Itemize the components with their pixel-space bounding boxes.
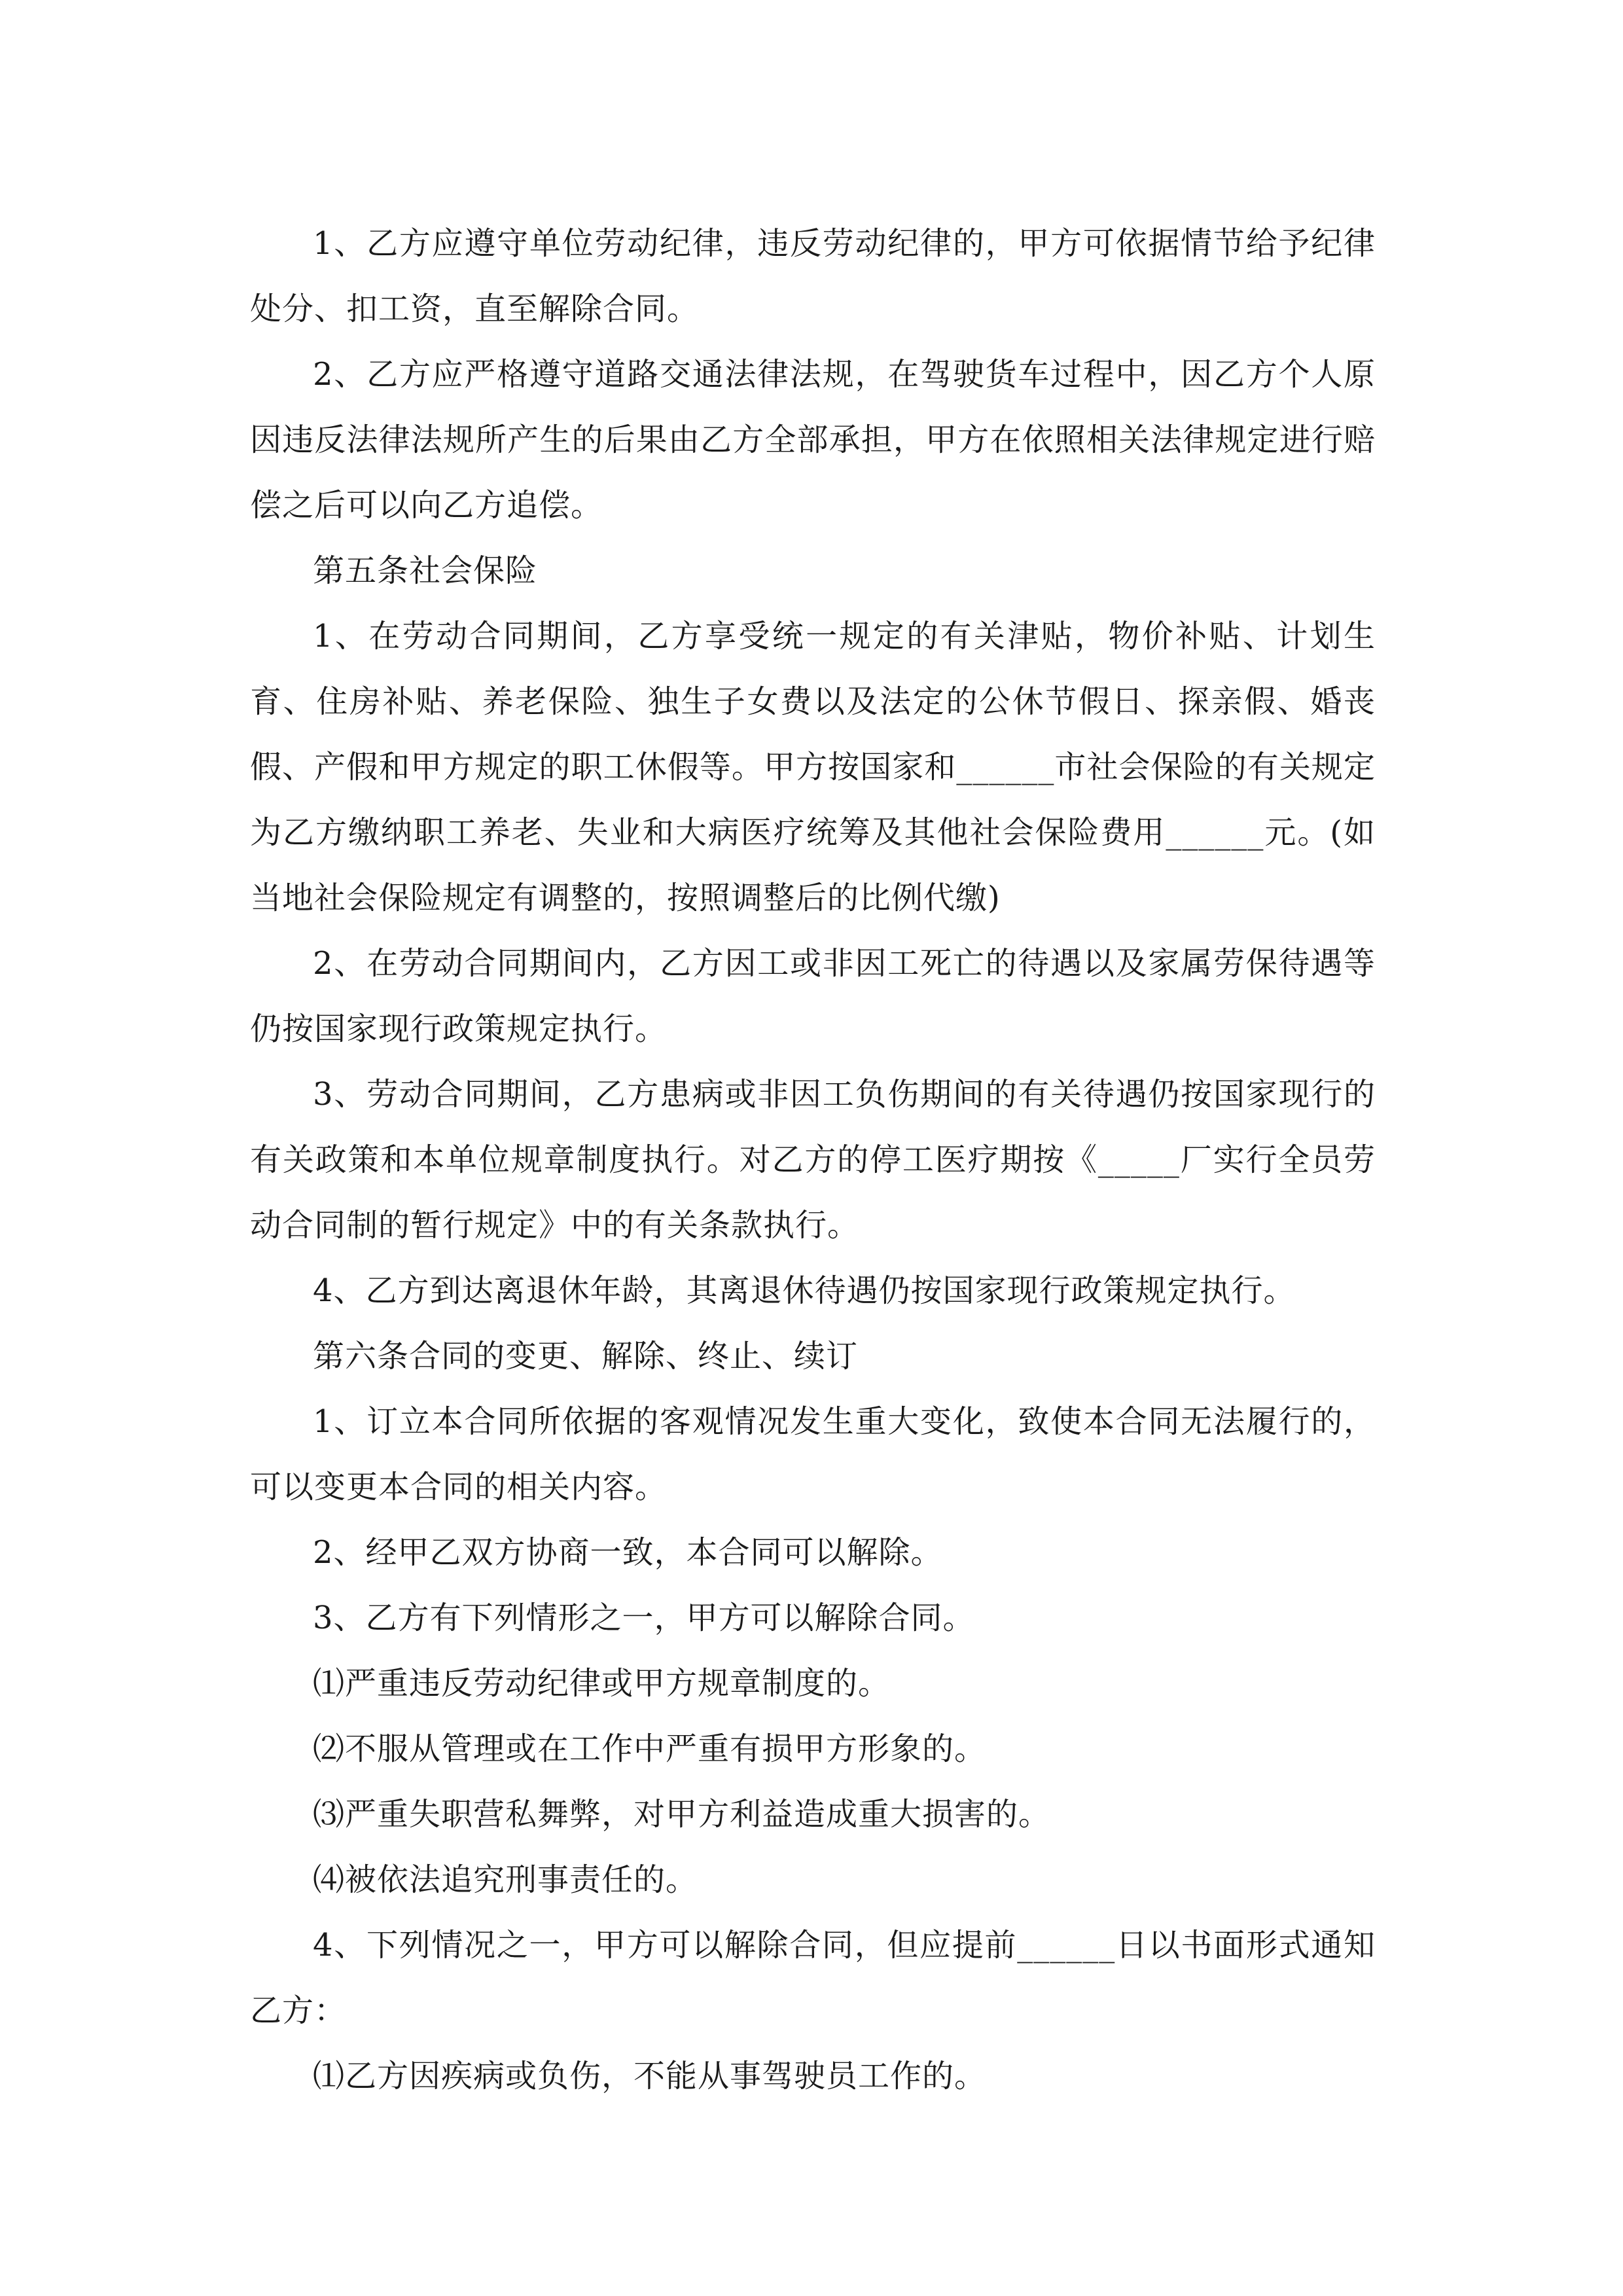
list-item-1: ⑴严重违反劳动纪律或甲方规章制度的。: [313, 1665, 891, 1702]
paragraph-article4-item1: 1、乙方应遵守单位劳动纪律，违反劳动纪律的，甲方可依据情节给予纪律处分、扣工资，直至解除合同。: [250, 225, 1376, 327]
paragraph-article5-item3: 3、劳动合同期间，乙方患病或非因工负伤期间的有关待遇仍按国家现行的有关政策和本单位规章制度执行。对乙方的停工医疗期按《_____厂实行全员劳动合同制的暂行规定》中的有关条款执行。: [250, 1076, 1376, 1244]
paragraph-article6-item3: 3、乙方有下列情形之一，甲方可以解除合同。: [313, 1600, 975, 1636]
list-item-4: ⑷被依法追究刑事责任的。: [313, 1861, 698, 1898]
paragraph-article6-item1: 1、订立本合同所依据的客观情况发生重大变化，致使本合同无法履行的，可以变更本合同的相关内容。: [250, 1403, 1376, 1505]
paragraph-article5-item4: 4、乙方到达离退休年龄，其离退休待遇仍按国家现行政策规定执行。: [313, 1272, 1296, 1309]
heading-article5: 第五条社会保险: [313, 552, 538, 589]
list-item-3: ⑶严重失职营私舞弊，对甲方利益造成重大损害的。: [313, 1796, 1051, 1833]
paragraph-article5-item2: 2、在劳动合同期间内，乙方因工或非因工死亡的待遇以及家属劳保待遇等仍按国家现行政策规定执行。: [250, 945, 1376, 1047]
paragraph-article6-item4: 4、下列情况之一，甲方可以解除合同，但应提前______日以书面形式通知乙方：: [250, 1927, 1376, 2029]
heading-article6: 第六条合同的变更、解除、终止、续订: [313, 1338, 859, 1374]
document-body: [250, 211, 1376, 2109]
paragraph-article5-item1: 1、在劳动合同期间，乙方享受统一规定的有关津贴，物价补贴、计划生育、住房补贴、养老保险、独生子女费以及法定的公休节假日、探亲假、婚丧假、产假和甲方规定的职工休假等。甲方按国家和______市社会保险的有关规定为乙方缴纳职工养老、失业和大病医疗统筹及其他社会保险费用______元。(如当地社会保险规定有调整的，按照调整后的比例代缴): [250, 618, 1376, 916]
paragraph-article4-item2: 2、乙方应严格遵守道路交通法律法规，在驾驶货车过程中，因乙方个人原因违反法律法规所产生的后果由乙方全部承担，甲方在依照相关法律规定进行赔偿之后可以向乙方追偿。: [250, 356, 1376, 524]
list-item-1: ⑴乙方因疾病或负伤，不能从事驾驶员工作的。: [313, 2058, 987, 2094]
list-item-2: ⑵不服从管理或在工作中严重有损甲方形象的。: [313, 1731, 987, 1767]
paragraph-article6-item2: 2、经甲乙双方协商一致，本合同可以解除。: [313, 1534, 943, 1571]
